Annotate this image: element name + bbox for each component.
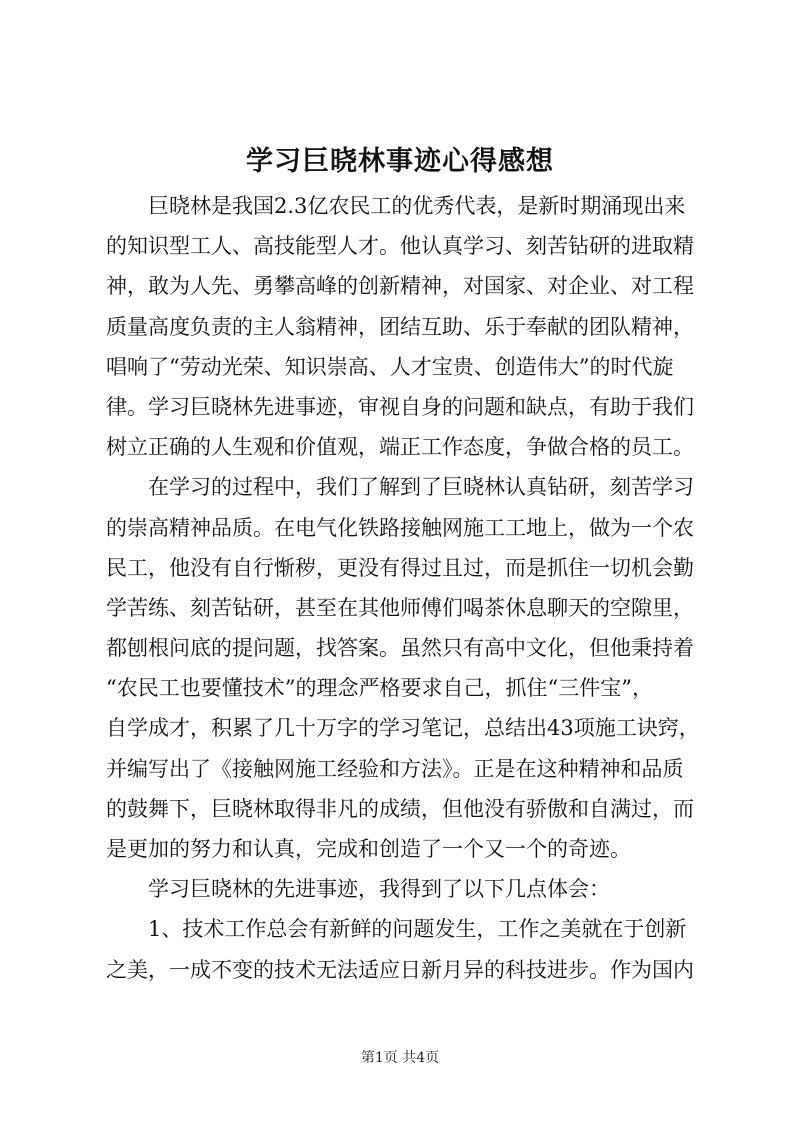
paragraph-line: 民工，他没有自行惭秽，更没有得过且过，而是抓住一切机会勤 (106, 555, 694, 580)
paragraph-line: 学苦练、刻苦钻研，甚至在其他师傅们喝茶休息聊天的空隙里， (106, 595, 694, 620)
page-footer: 第1页 共4页 (360, 1050, 440, 1066)
paragraph-line: 的崇高精神品质。在电气化铁路接触网施工工地上，做为一个农 (106, 515, 694, 540)
paragraph-line: 神，敢为人先、勇攀高峰的创新精神，对国家、对企业、对工程 (106, 274, 694, 299)
paragraph-line: “农民工也要懂技术”的理念严格要求自己，抓住“三件宝”， (106, 676, 653, 701)
paragraph-line: 自学成才，积累了几十万字的学习笔记，总结出43项施工诀窍， (106, 716, 700, 741)
paragraph-line: 之美，一成不变的技术无法适应日新月异的科技进步。作为国内 (106, 957, 694, 982)
paragraph-line: 质量高度负责的主人翁精神，团结互助、乐于奉献的团队精神， (106, 314, 694, 339)
document-title: 学习巨晓林事迹心得感想 (246, 146, 554, 177)
paragraph-line: 巨晓林是我国2.3亿农民工的优秀代表，是新时期涌现出来 (148, 194, 686, 218)
paragraph-line: 并编写出了《接触网施工经验和方法》。正是在这种精神和品质 (106, 756, 684, 781)
paragraph-line: 都刨根问底的提问题，找答案。虽然只有高中文化，但他秉持着 (106, 636, 694, 661)
paragraph-line: 学习巨晓林的先进事迹，我得到了以下几点体会： (148, 877, 610, 902)
paragraph-line: 1、技术工作总会有新鲜的问题发生，工作之美就在于创新 (148, 917, 687, 942)
paragraph-line: 律。学习巨晓林先进事迹，审视自身的问题和缺点，有助于我们 (106, 394, 694, 419)
paragraph-line: 树立正确的人生观和价值观，端正工作态度，争做合格的员工。 (106, 435, 694, 460)
document-body (106, 186, 714, 990)
paragraph-line: 唱响了“劳动光荣、知识崇高、人才宝贵、创造伟大”的时代旋 (106, 354, 674, 379)
paragraph-line: 的知识型工人、高技能型人才。他认真学习、刻苦钻研的进取精 (106, 234, 694, 259)
paragraph-line: 是更加的努力和认真，完成和创造了一个又一个的奇迹。 (106, 837, 631, 861)
paragraph-line: 在学习的过程中，我们了解到了巨晓林认真钻研，刻苦学习 (148, 475, 694, 500)
paragraph-line: 的鼓舞下，巨晓林取得非凡的成绩，但他没有骄傲和自满过，而 (106, 796, 694, 821)
